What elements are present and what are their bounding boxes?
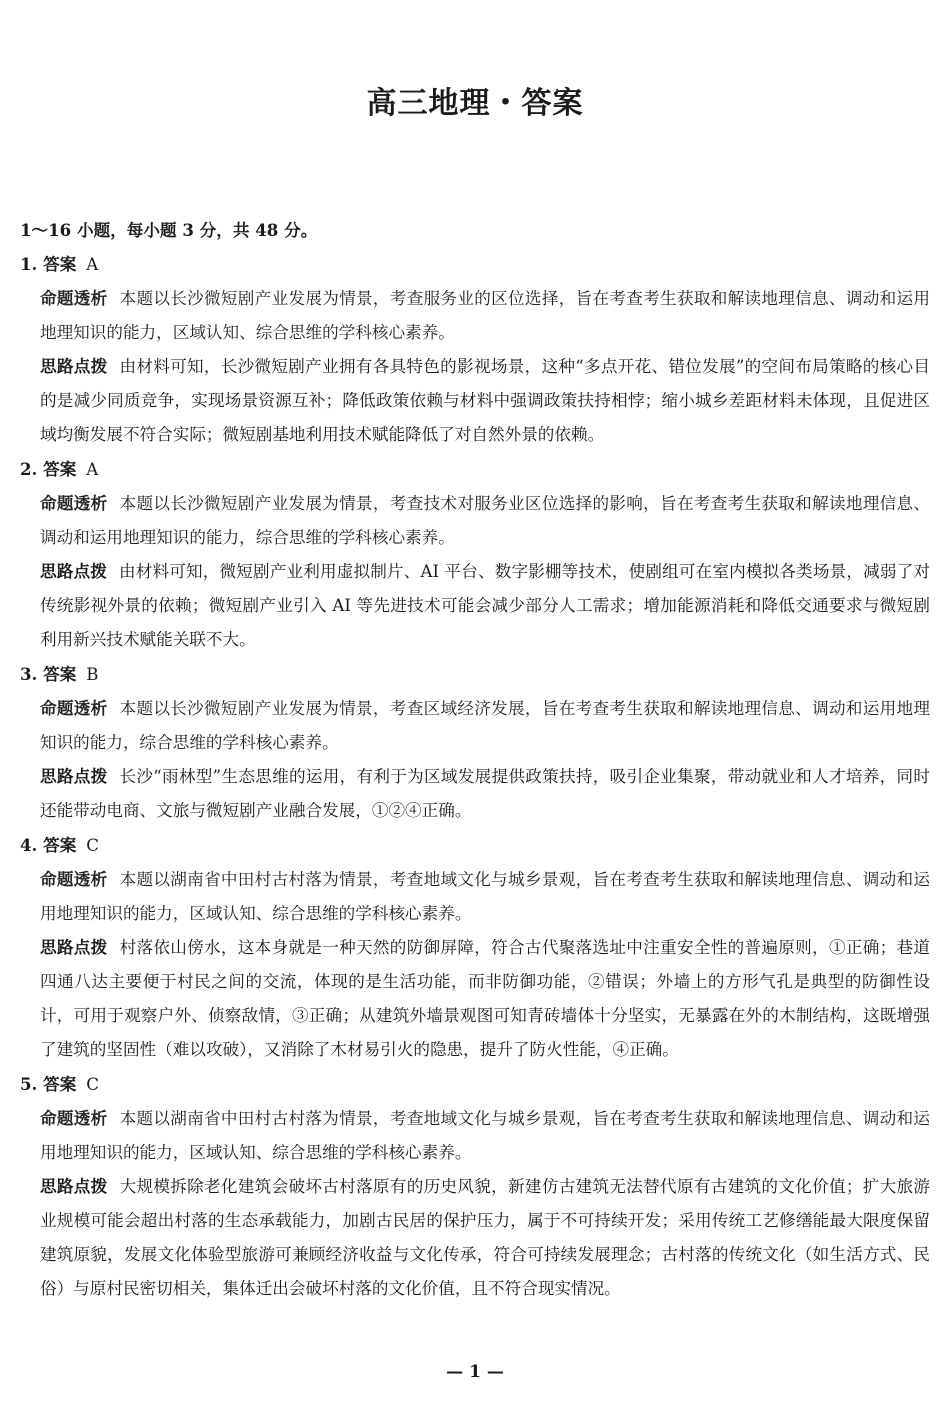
answer-letter: A [86,255,99,274]
analysis-text: 本题以长沙微短剧产业发展为情景，考查服务业的区位选择，旨在考查考生获取和解读地理信息、调动和运用地理知识的能力，区域认知、综合思维的学科核心素养。 [40,289,930,342]
page-number: — 1 — [446,1362,504,1382]
analysis-label: 命题透析 [40,870,108,889]
question-5-hint [40,1170,930,1306]
question-number: 5. 答案 [20,1074,77,1094]
hint-label: 思路点拨 [40,357,108,376]
question-1-hint [40,350,930,452]
question-4-analysis [40,863,930,931]
hint-text: 村落依山傍水，这本身就是一种天然的防御屏障，符合古代聚落选址中注重安全性的普遍原则，①正确；巷道四通八达主要便于村民之间的交流，体现的是生活功能，而非防御功能，②错误；外墙上的方形气孔是典型的防御性设计，可用于观察户外、侦察敌情，③正确；从建筑外墙景观图可知青砖墙体十分坚实，无暴露在外的木制结构，这既增强了建筑的坚固性（难以攻破），又消除了木材易引火的隐患，提升了防火性能，④正确。 [40,938,930,1059]
answer-letter: C [86,1075,99,1094]
question-5-header [20,1067,930,1102]
analysis-text: 本题以湖南省中田村古村落为情景，考查地域文化与城乡景观，旨在考查考生获取和解读地理信息、调动和运用地理知识的能力，区域认知、综合思维的学科核心素养。 [40,870,930,923]
question-3-hint [40,760,930,828]
hint-label: 思路点拨 [40,767,108,786]
question-1-analysis [40,282,930,350]
question-number: 4. 答案 [20,835,77,855]
question-number: 2. 答案 [20,459,77,479]
question-2-header [20,452,930,487]
question-2-hint [40,555,930,657]
analysis-label: 命题透析 [40,1109,108,1128]
question-4-header [20,828,930,863]
hint-text: 由材料可知，微短剧产业利用虚拟制片、AI 平台、数字影棚等技术，使剧组可在室内模拟各类场景，减弱了对传统影视外景的依赖；微短剧产业引入 AI 等先进技术可能会减少部分人工需求；增加能源消耗和降低交通要求与微短剧利用新兴技术赋能关联不大。 [40,562,931,649]
analysis-label: 命题透析 [40,494,108,513]
question-number: 1. 答案 [20,254,77,274]
page-title: 高三地理・答案 [366,86,584,121]
question-1-header [20,247,930,282]
question-3-analysis [40,692,930,760]
answer-letter: A [86,460,99,479]
answer-letter: B [86,665,99,684]
analysis-label: 命题透析 [40,699,108,718]
question-5-analysis [40,1102,930,1170]
question-2-analysis [40,487,930,555]
question-4-hint [40,931,930,1067]
answer-letter: C [86,836,99,855]
intro-line: 1～16 小题，每小题 3 分，共 48 分。 [20,220,318,240]
analysis-text: 本题以长沙微短剧产业发展为情景，考查技术对服务业区位选择的影响，旨在考查考生获取和解读地理信息、调动和运用地理知识的能力，综合思维的学科核心素养。 [40,494,930,547]
analysis-label: 命题透析 [40,289,108,308]
hint-label: 思路点拨 [40,1177,108,1196]
hint-label: 思路点拨 [40,562,107,581]
question-number: 3. 答案 [20,664,77,684]
hint-text: 大规模拆除老化建筑会破坏古村落原有的历史风貌，新建仿古建筑无法替代原有古建筑的文化价值；扩大旅游业规模可能会超出村落的生态承载能力，加剧古民居的保护压力，属于不可持续开发；采用传统工艺修缮能最大限度保留建筑原貌，发展文化体验型旅游可兼顾经济收益与文化传承，符合可持续发展理念；古村落的传统文化（如生活方式、民俗）与原村民密切相关，集体迁出会破坏村落的文化价值，且不符合现实情况。 [40,1177,930,1298]
analysis-text: 本题以湖南省中田村古村落为情景，考查地域文化与城乡景观，旨在考查考生获取和解读地理信息、调动和运用地理知识的能力，区域认知、综合思维的学科核心素养。 [40,1109,930,1162]
question-3-header [20,657,930,692]
analysis-text: 本题以长沙微短剧产业发展为情景，考查区域经济发展，旨在考查考生获取和解读地理信息、调动和运用地理知识的能力，综合思维的学科核心素养。 [40,699,930,752]
hint-text: 由材料可知，长沙微短剧产业拥有各具特色的影视场景，这种“多点开花、错位发展”的空间布局策略的核心目的是减少同质竞争，实现场景资源互补；降低政策依赖与材料中强调政策扶持相悖；缩小城乡差距材料未体现，且促进区域均衡发展不符合实际；微短剧基地利用技术赋能降低了对自然外景的依赖。 [40,357,931,444]
hint-label: 思路点拨 [40,938,108,957]
answer-content [20,213,930,1306]
hint-text: 长沙“雨林型”生态思维的运用，有利于为区域发展提供政策扶持，吸引企业集聚，带动就业和人才培养，同时还能带动电商、文旅与微短剧产业融合发展，①②④正确。 [40,767,931,820]
